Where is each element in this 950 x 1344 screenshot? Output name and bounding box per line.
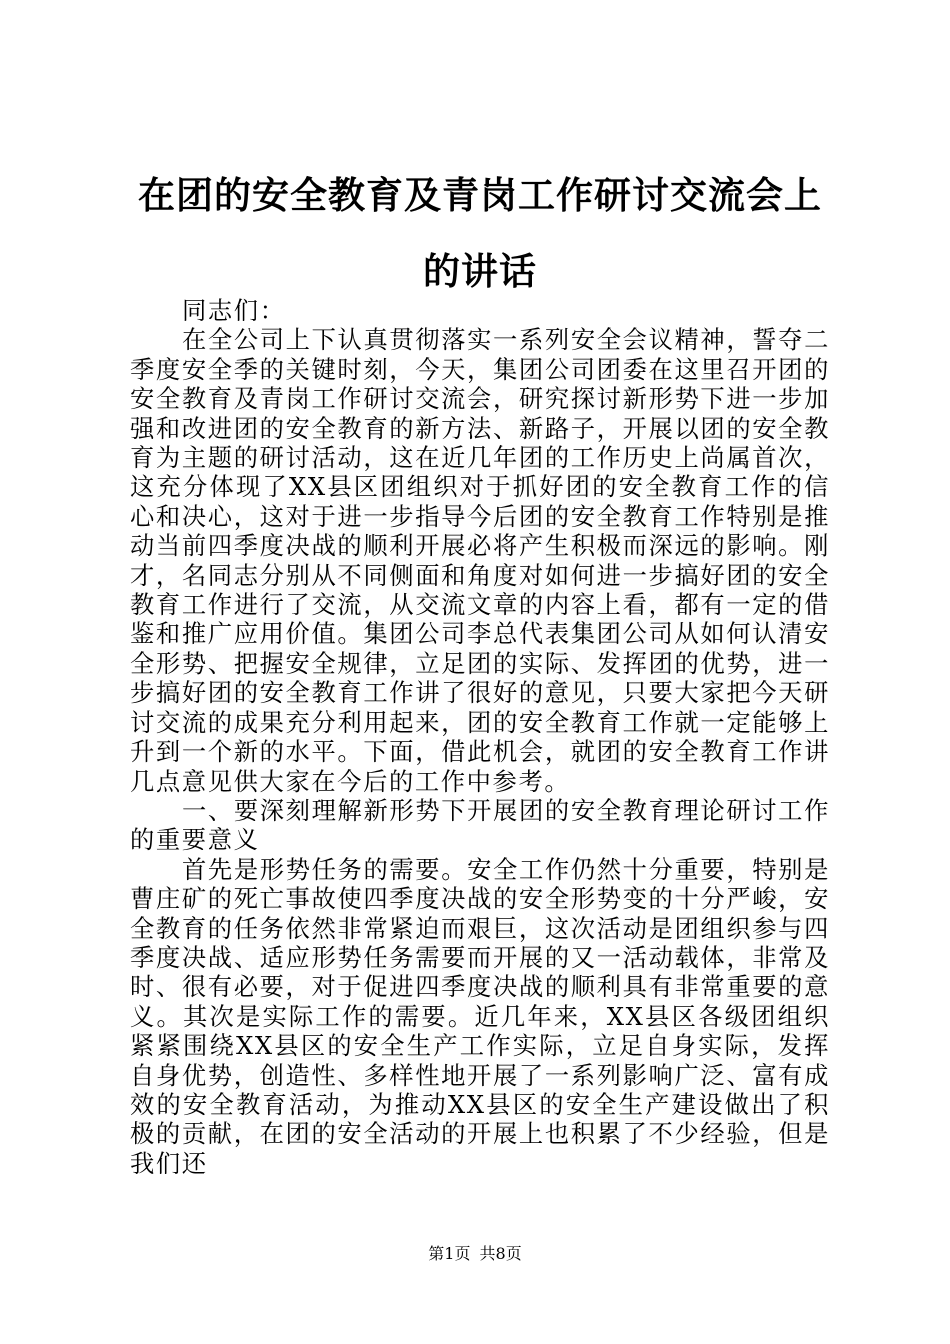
body-paragraph: 首先是形势任务的需要。安全工作仍然十分重要，特别是曹庄矿的死亡事故使四季度决战的安全形势变的十分严峻，安全教育的任务依然非常紧迫而艰巨，这次活动是团组织参与四季度决战、适应形势任务需要而开展的又一活动载体，非常及时、很有必要，对于促进四季度决战的顺利具有非常重要的意义。其次是实际工作的需要。近几年来，XX县区各级团组织紧紧围绕XX县区的安全生产工作实际，立足自身实际，发挥自身优势，创造性、多样性地开展了一系列影响广泛、富有成效的安全教育活动，为推动XX县区的安全生产建设做出了积极的贡献，在团的安全活动的开展上也积累了不少经验，但是我们还: [130, 854, 830, 1178]
page-footer: [0, 1244, 950, 1264]
page-number: 第1页: [428, 1244, 471, 1263]
document-title: 在团的安全教育及青岗工作研讨交流会上的讲话: [138, 173, 822, 293]
section-heading: 一、要深刻理解新形势下开展团的安全教育理论研讨工作的重要意义: [130, 795, 830, 855]
page-total: 共8页: [479, 1244, 522, 1263]
document-body: [130, 296, 830, 1178]
salutation-paragraph: 同志们：: [182, 296, 286, 325]
body-paragraph: 在全公司上下认真贯彻落实一系列安全会议精神，誓夺二季度安全季的关键时刻，今天，集团公司团委在这里召开团的安全教育及青岗工作研讨交流会，研究探讨新形势下进一步加强和改进团的安全教育的新方法、新路子，开展以团的安全教育为主题的研讨活动，这在近几年团的工作历史上尚属首次，这充分体现了XX县区团组织对于抓好团的安全教育工作的信心和决心，这对于进一步指导今后团的安全教育工作特别是推动当前四季度决战的顺利开展必将产生积极而深远的影响。刚才，名同志分别从不同侧面和角度对如何进一步搞好团的安全教育工作进行了交流，从交流文章的内容上看，都有一定的借鉴和推广应用价值。集团公司李总代表集团公司从如何认清安全形势、把握安全规律，立足团的实际、发挥团的优势，进一步搞好团的安全教育工作讲了很好的意见，只要大家把今天研讨交流的成果充分利用起来，团的安全教育工作就一定能够上升到一个新的水平。下面，借此机会，就团的安全教育工作讲几点意见供大家在今后的工作中参考。: [130, 325, 830, 796]
